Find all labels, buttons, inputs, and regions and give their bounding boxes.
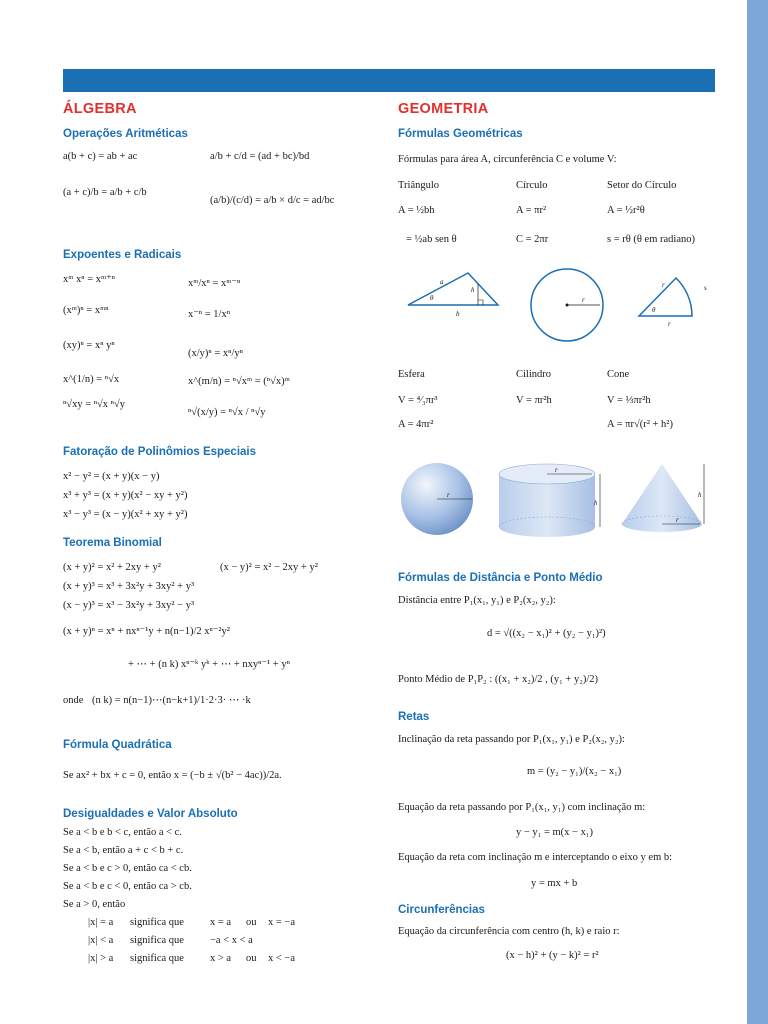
inequalities-heading: Desigualdades e Valor Absoluto (63, 808, 238, 820)
sector-arc-s: s (704, 284, 707, 292)
abs-lt-expr: |x| < a (88, 935, 114, 946)
point-slope-intro: Equação da reta passando por P₁(x₁, y₁) com inclinação m: (398, 802, 646, 813)
geometric-intro: Fórmulas para área A, circunferência C e volume V: (398, 154, 617, 165)
slope-intro: Inclinação da reta passando por P₁(x₁, y₁) e P₂(x₂, y₂): (398, 734, 625, 745)
ineq-rule-5: Se a > 0, então (63, 899, 126, 910)
algebra-title: ÁLGEBRA (63, 101, 137, 117)
factoring-heading: Fatoração de Polinômios Especiais (63, 446, 257, 458)
sector-angle-theta: θ (652, 306, 656, 314)
circle-eq-intro: Equação da circunferência com centro (h, k) e raio r: (398, 926, 620, 937)
circle-center (566, 304, 569, 307)
formula-exp-quotient-power: (x/y)ⁿ = xⁿ/yⁿ (188, 348, 243, 359)
triangle-area-sine: = ½ab sen θ (406, 234, 457, 245)
solids-figure (400, 462, 700, 542)
formula-point-slope: y − y₁ = m(x − x₁) (516, 827, 593, 838)
ineq-rule-1: Se a < b e b < c, então a < c. (63, 827, 182, 838)
formula-cube-diff: (x − y)³ = x³ − 3x²y + 3xy² − y³ (63, 600, 195, 611)
abs-gt-or: ou (246, 953, 257, 964)
binomial-heading: Teorema Binomial (63, 537, 162, 549)
abs-gt-case2: x < −a (268, 953, 296, 964)
formula-fraction-division: (a/b)/(c/d) = a/b × d/c = ad/bc (210, 195, 335, 206)
sphere-volume: V = ⁴⁄₃πr³ (398, 395, 438, 406)
formula-diff-cubes: x³ − y³ = (x − y)(x² + xy + y²) (63, 509, 188, 520)
abs-gt-expr: |x| > a (88, 953, 114, 964)
triangle-height-h: h (471, 286, 475, 294)
formula-cube-sum: (x + y)³ = x³ + 3x²y + 3xy² + y³ (63, 581, 195, 592)
ineq-rule-3: Se a < b e c > 0, então ca < cb. (63, 863, 192, 874)
formula-binomial-expansion: (x + y)ⁿ = xⁿ + nxⁿ⁻¹y + n(n−1)/2 xⁿ⁻²y² (63, 626, 230, 637)
sector-radius-top: r (662, 281, 665, 289)
formula-circle: (x − h)² + (y − k)² = r² (506, 950, 599, 961)
sphere-area: A = 4πr² (398, 419, 434, 430)
formula-root-power: x^(m/n) = ⁿ√xᵐ = (ⁿ√x)ᵐ (188, 376, 290, 387)
cone-area: A = πr√(r² + h²) (607, 419, 673, 430)
formula-root-def: x^(1/n) = ⁿ√x (63, 374, 120, 385)
arith-heading: Operações Aritméticas (63, 128, 188, 140)
formula-slope: m = (y₂ − y₁)/(x₂ − x₁) (527, 766, 622, 777)
formula-square-sum: (x + y)² = x² + 2xy + y² (63, 562, 161, 573)
slope-intercept-intro: Equação da reta com inclinação m e interceptando o eixo y em b: (398, 852, 673, 863)
cylinder-label: Cilindro (516, 369, 552, 380)
cylinder-height-label: h (594, 499, 598, 507)
ineq-rule-2: Se a < b, então a + c < b + c. (63, 845, 184, 856)
abs-lt-means: significa que (130, 935, 184, 946)
abs-gt-case1: x > a (210, 953, 232, 964)
geometric-heading: Fórmulas Geométricas (398, 128, 523, 140)
distance-heading: Fórmulas de Distância e Ponto Médio (398, 572, 603, 584)
sector-label: Setor do Círculo (607, 180, 677, 191)
formula-slope-intercept: y = mx + b (531, 878, 578, 889)
sector-shape (639, 278, 692, 316)
circle-figure (528, 268, 608, 348)
circle-label: Círculo (516, 180, 548, 191)
triangle-area: A = ½bh (398, 205, 435, 216)
cone-label: Cone (607, 369, 630, 380)
formula-quadratic: Se ax² + bx + c = 0, então x = (−b ± √(b² − 4ac))/2a. (63, 770, 282, 781)
sector-figure (632, 268, 712, 328)
formula-sum-cubes: x³ + y³ = (x + y)(x² − xy + y²) (63, 490, 188, 501)
abs-eq-or: ou (246, 917, 257, 928)
formula-exp-negative: x⁻ⁿ = 1/xⁿ (188, 309, 230, 320)
cylinder-radius-label: r (555, 466, 558, 474)
formula-sum-fractions: a/b + c/d = (ad + bc)/bd (210, 151, 310, 162)
formula-midpoint: Ponto Médio de P₁P₂ : ((x₁ + x₂)/2 , (y₁ + y₂)/2) (398, 674, 599, 685)
formula-binomial-coefficient: (n k) = n(n−1)⋯(n−k+1)/1·2·3· ⋯ ·k (92, 695, 251, 706)
formula-diff-squares: x² − y² = (x + y)(x − y) (63, 471, 160, 482)
circles-heading: Circunferências (398, 904, 485, 916)
formula-exp-product-power: (xy)ⁿ = xⁿ yⁿ (63, 340, 115, 351)
cone-body (622, 464, 702, 532)
circle-area: A = πr² (516, 205, 547, 216)
abs-eq-case1: x = a (210, 917, 232, 928)
triangle-base-b: b (456, 310, 460, 318)
cone-volume: V = ⅓πr²h (607, 395, 651, 406)
formula-fraction-split: (a + c)/b = a/b + c/b (63, 187, 147, 198)
formula-exp-product: xᵐ xⁿ = xᵐ⁺ⁿ (63, 274, 115, 285)
sector-area: A = ½r²θ (607, 205, 645, 216)
sector-arc: s = rθ (θ em radiano) (607, 234, 695, 245)
formula-binomial-tail: + ⋯ + (n k) xⁿ⁻ᵏ yᵏ + ⋯ + nxyⁿ⁻¹ + yⁿ (128, 659, 290, 670)
abs-eq-case2: x = −a (268, 917, 296, 928)
abs-eq-means: significa que (130, 917, 184, 928)
header-bar (63, 69, 715, 92)
triangle-angle-theta: θ (430, 294, 434, 302)
formula-distance: d = √((x₂ − x₁)² + (y₂ − y₁)²) (487, 628, 606, 639)
abs-lt-case: −a < x < a (210, 935, 253, 946)
formula-exp-quotient: xᵐ/xⁿ = xᵐ⁻ⁿ (188, 278, 241, 289)
triangle-side-a: a (440, 278, 444, 286)
sector-radius-bottom: r (668, 320, 671, 328)
onde-label: onde (63, 695, 84, 706)
formula-square-diff: (x − y)² = x² − 2xy + y² (220, 562, 318, 573)
formula-distributive: a(b + c) = ab + ac (63, 151, 138, 162)
ineq-rule-4: Se a < b e c < 0, então ca > cb. (63, 881, 192, 892)
cylinder-volume: V = πr²h (516, 395, 552, 406)
formula-root-product: ⁿ√xy = ⁿ√x ⁿ√y (63, 399, 126, 410)
distance-intro: Distância entre P₁(x₁, y₁) e P₂(x₂, y₂): (398, 595, 556, 606)
quadratic-heading: Fórmula Quadrática (63, 739, 172, 751)
lines-heading: Retas (398, 711, 430, 723)
triangle-label: Triângulo (398, 180, 440, 191)
triangle-figure (398, 268, 508, 320)
exponents-heading: Expoentes e Radicais (63, 249, 182, 261)
abs-eq-expr: |x| = a (88, 917, 114, 928)
abs-gt-means: significa que (130, 953, 184, 964)
right-edge-bar (747, 0, 768, 1024)
circle-circumference: C = 2πr (516, 234, 549, 245)
formula-root-quotient: ⁿ√(x/y) = ⁿ√x / ⁿ√y (188, 407, 266, 418)
triangle-shape (408, 273, 498, 305)
sphere-radius-label: r (447, 491, 450, 499)
geometry-title: GEOMETRIA (398, 101, 489, 117)
cone-radius-label: r (676, 516, 679, 524)
sphere-label: Esfera (398, 369, 425, 380)
circle-radius-label: r (582, 296, 585, 304)
cone-height-label: h (698, 491, 702, 499)
formula-exp-power: (xᵐ)ⁿ = xᵐⁿ (63, 305, 109, 316)
